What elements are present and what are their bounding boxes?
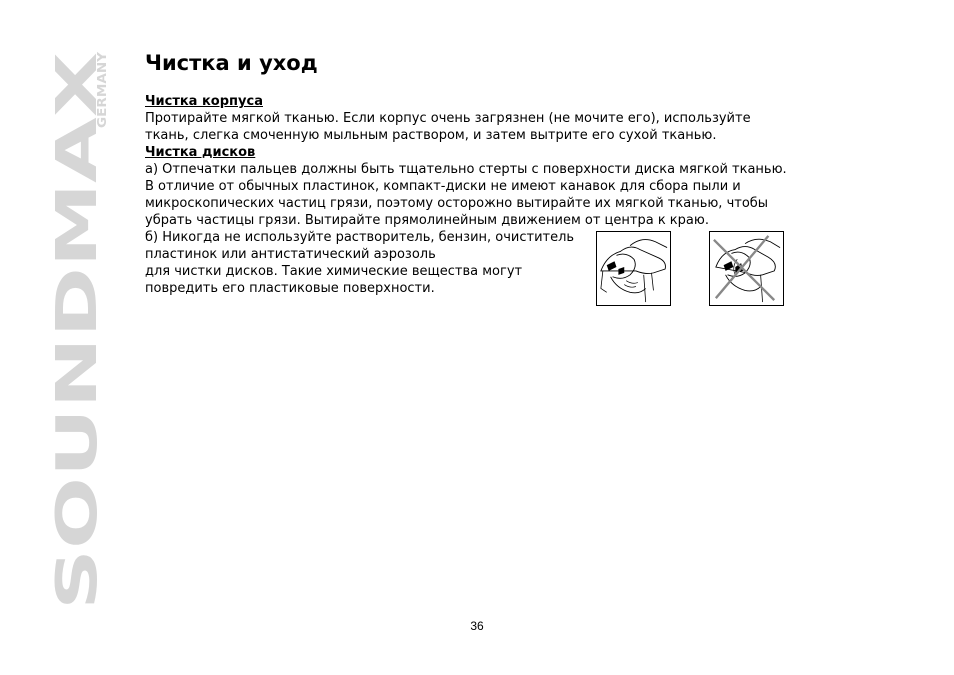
warning-line-4: повредить его пластиковые поверхности. bbox=[145, 281, 435, 296]
disc-wipe-correct-icon bbox=[596, 231, 671, 306]
germany-label-text: GERMANY bbox=[95, 60, 109, 128]
page-number: 36 bbox=[470, 619, 484, 633]
disc-wipe-wrong-drawing bbox=[710, 232, 783, 305]
chemical-warning bbox=[145, 229, 585, 297]
disc-cleaning-line-4: убрать частицы грязи. Вытирайте прямолинейным движением от центра к краю. bbox=[145, 213, 709, 228]
soundmax-logo-text: SOUNDMAX bbox=[45, 240, 110, 610]
case-cleaning-line-1: Протирайте мягкой тканью. Если корпус очень загрязнен (не мочите его), используйте bbox=[145, 111, 751, 126]
disc-cleaning-line-3: микроскопических частиц грязи, поэтому осторожно вытирайте их мягкой тканью, чтобы bbox=[145, 196, 769, 211]
main-text bbox=[145, 93, 815, 229]
warning-line-3: для чистки дисков. Такие химические вещества могут bbox=[145, 264, 523, 279]
case-cleaning-line-2: ткань, слегка смоченную мыльным раствором, и затем вытрите его сухой тканью. bbox=[145, 128, 717, 143]
warning-line-2: пластинок или антистатический аэрозоль bbox=[145, 247, 436, 262]
warning-line-1: б) Никогда не используйте растворитель, бензин, очиститель bbox=[145, 230, 575, 245]
disc-wipe-wrong-icon bbox=[709, 231, 784, 306]
disc-cleaning-heading: Чистка дисков bbox=[145, 145, 256, 160]
germany-label bbox=[92, 50, 110, 130]
disc-cleaning-line-2: В отличие от обычных пластинок, компакт-диски не имеют канавок для сбора пыли и bbox=[145, 179, 741, 194]
brand-watermark bbox=[45, 50, 110, 610]
page-title: Чистка и уход bbox=[145, 51, 318, 75]
disc-wipe-correct-drawing bbox=[597, 232, 670, 305]
disc-cleaning-line-1: а) Отпечатки пальцев должны быть тщательно стерты с поверхности диска мягкой тканью. bbox=[145, 162, 787, 177]
case-cleaning-heading: Чистка корпуса bbox=[145, 94, 263, 109]
